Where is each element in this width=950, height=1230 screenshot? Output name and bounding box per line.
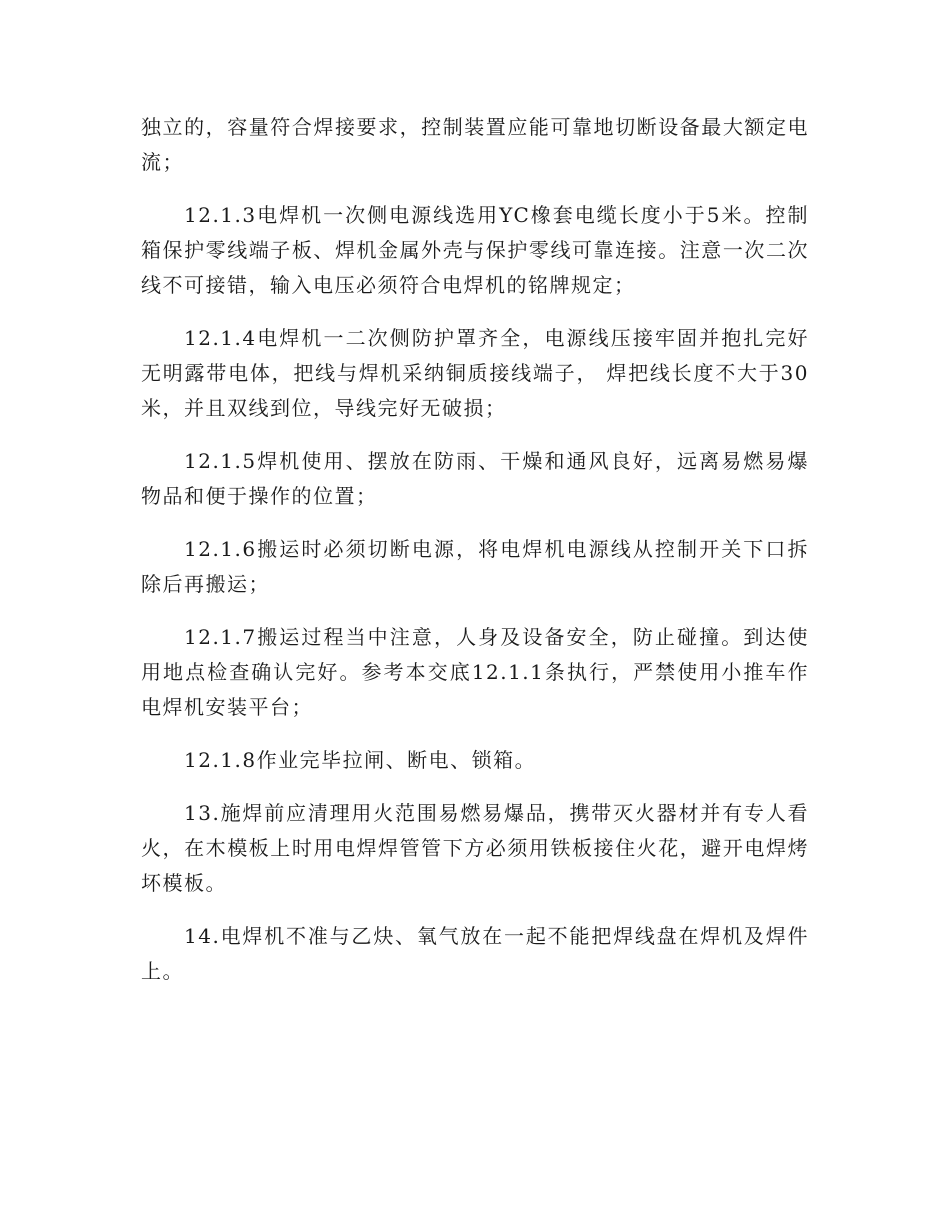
- paragraph-12-1-7: 12.1.7搬运过程当中注意，人身及设备安全，防止碰撞。到达使用地点检查确认完好。参考本交底12.1.1条执行，严禁使用小推车作电焊机安装平台；: [141, 625, 809, 719]
- paragraph-14: 14.电焊机不准与乙炔、氧气放在一起不能把焊线盘在焊机及焊件上。: [141, 924, 809, 983]
- paragraph-12-1-8: 12.1.8作业完毕拉闸、断电、锁箱。: [184, 748, 537, 772]
- paragraph-continuation: 独立的，容量符合焊接要求，控制装置应能可靠地切断设备最大额定电流；: [141, 115, 809, 174]
- paragraph-12-1-5: 12.1.5焊机使用、摆放在防雨、干燥和通风良好，远离易燃易爆物品和便于操作的位置；: [141, 449, 809, 508]
- paragraph-12-1-6: 12.1.6搬运时必须切断电源，将电焊机电源线从控制开关下口拆除后再搬运；: [141, 537, 809, 596]
- paragraph-13: 13.施焊前应清理用火范围易燃易爆品，携带灭火器材并有专人看火，在木模板上时用电焊焊管管下方必须用铁板接住火花，避开电焊烤坏模板。: [141, 801, 809, 895]
- paragraph-12-1-4: 12.1.4电焊机一二次侧防护罩齐全，电源线压接牢固并抱扎完好无明露带电体，把线与焊机采纳铜质接线端子， 焊把线长度不大于30米，并且双线到位，导线完好无破损；: [141, 326, 809, 420]
- document-body: [141, 110, 809, 1007]
- paragraph-12-1-3: 12.1.3电焊机一次侧电源线选用YC橡套电缆长度小于5米。控制箱保护零线端子板、焊机金属外壳与保护零线可靠连接。注意一次二次线不可接错，输入电压必须符合电焊机的铭牌规定；: [141, 203, 809, 297]
